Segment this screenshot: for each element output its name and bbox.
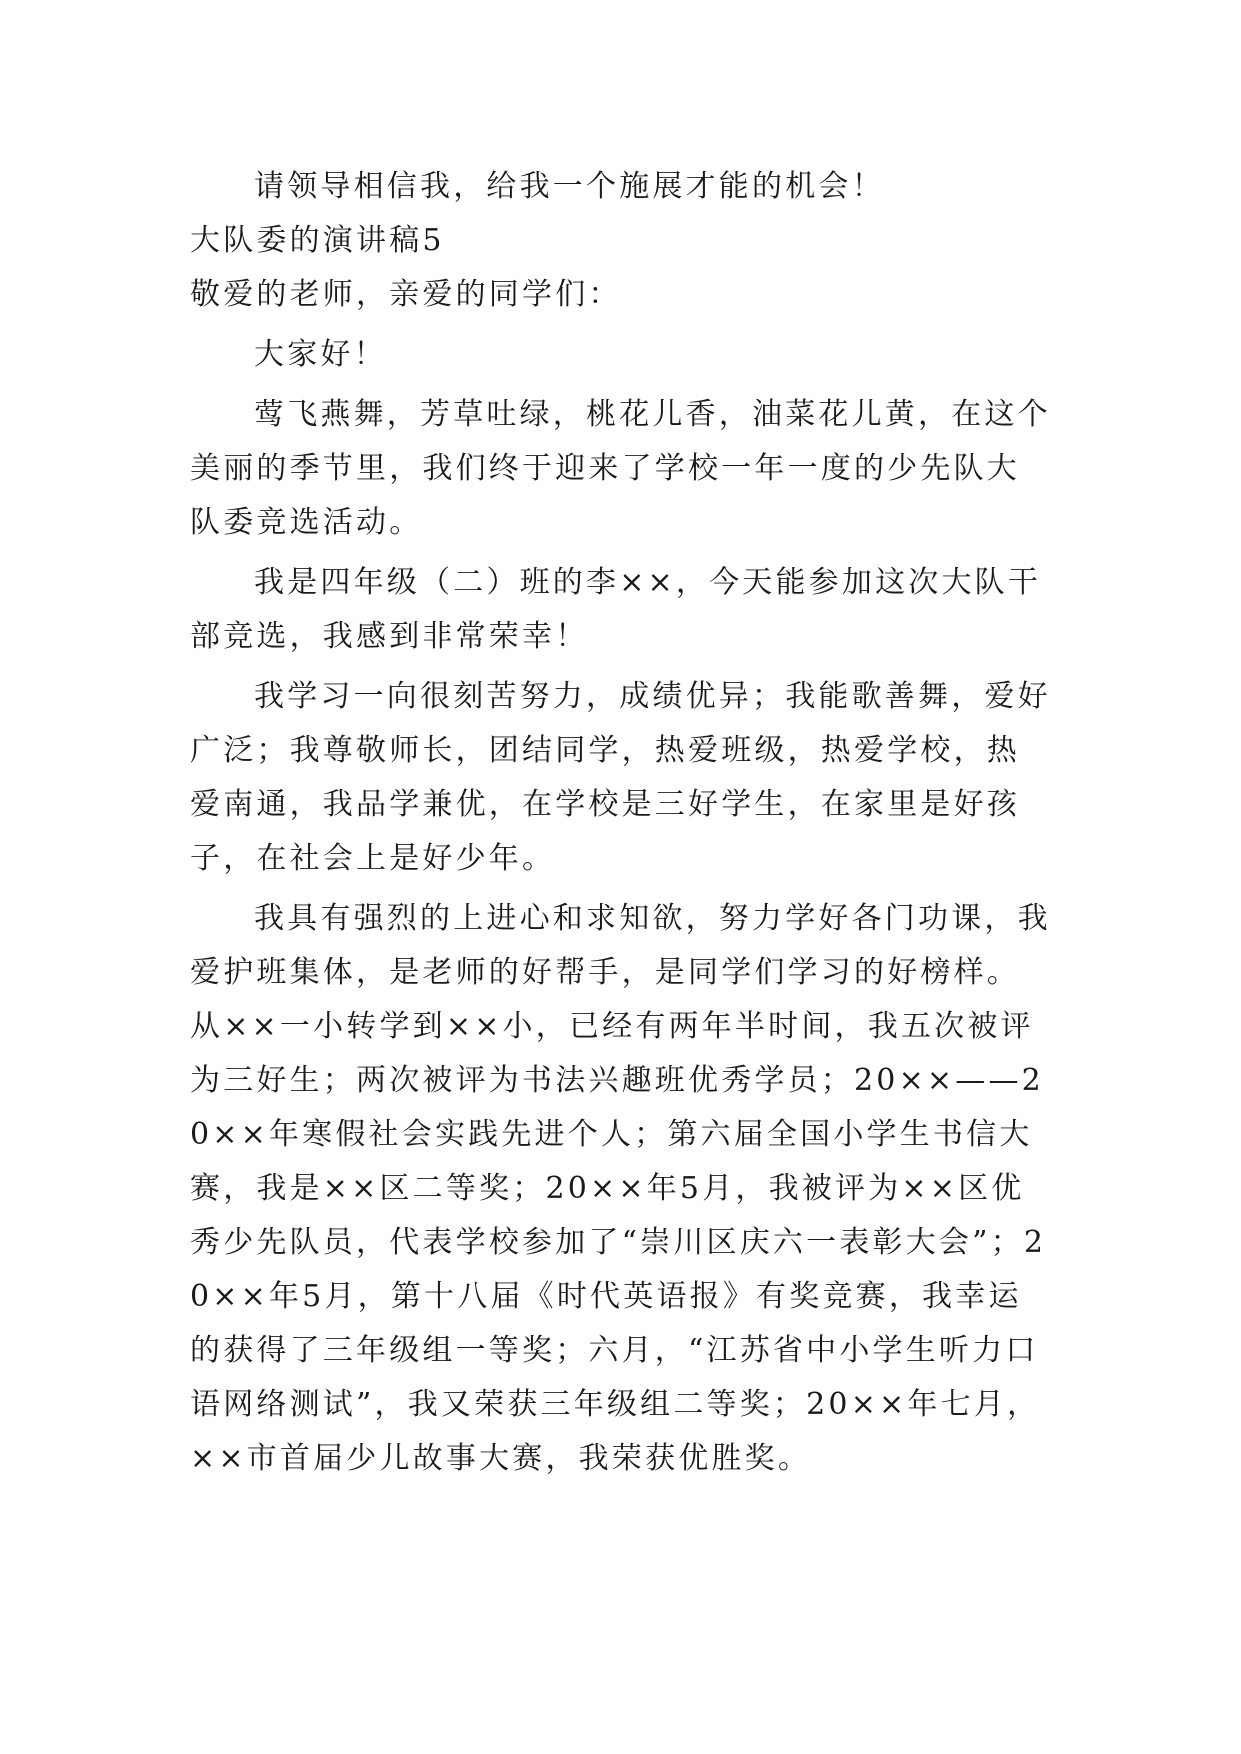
salutation: 敬爱的老师，亲爱的同学们： bbox=[190, 277, 622, 312]
section-title: 大队委的演讲稿5 bbox=[190, 223, 445, 258]
body-paragraph-4: 我具有强烈的上进心和求知欲，努力学好各门功课，我爱护班集体，是老师的好帮手，是同学们学习的好榜样。从××一小转学到××小，已经有两年半时间，我五次被评为三好生；两次被评为书法兴趣班优秀学员；20××——20××年寒假社会实践先进个人；第六届全国小学生书信大赛，我是××区二等奖；20××年5月，我被评为××区优秀少先队员，代表学校参加了“崇川区庆六一表彰大会”；20××年5月，第十八届《时代英语报》有奖竞赛，我幸运的获得了三年级组一等奖；六月，“江苏省中小学生听力口语网络测试”，我又荣获三年级组二等奖；20××年七月，××市首届少儿故事大赛，我荣获优胜奖。 bbox=[190, 901, 1051, 1476]
body-paragraph-1: 莺飞燕舞，芳草吐绿，桃花儿香，油菜花儿黄，在这个美丽的季节里，我们终于迎来了学校一年一度的少先队大队委竞选活动。 bbox=[190, 397, 1051, 540]
closing-paragraph: 请领导相信我，给我一个施展才能的机会！ bbox=[254, 169, 885, 204]
document-body bbox=[190, 160, 1052, 1486]
body-paragraph-2: 我是四年级（二）班的李××，今天能参加这次大队干部竞选，我感到非常荣幸！ bbox=[190, 565, 1042, 654]
body-paragraph-3: 我学习一向很刻苦努力，成绩优异；我能歌善舞，爱好广泛；我尊敬师长，团结同学，热爱班级，热爱学校，热爱南通，我品学兼优，在学校是三好学生，在家里是好孩子，在社会上是好少年。 bbox=[190, 679, 1051, 876]
greeting: 大家好！ bbox=[254, 337, 387, 372]
